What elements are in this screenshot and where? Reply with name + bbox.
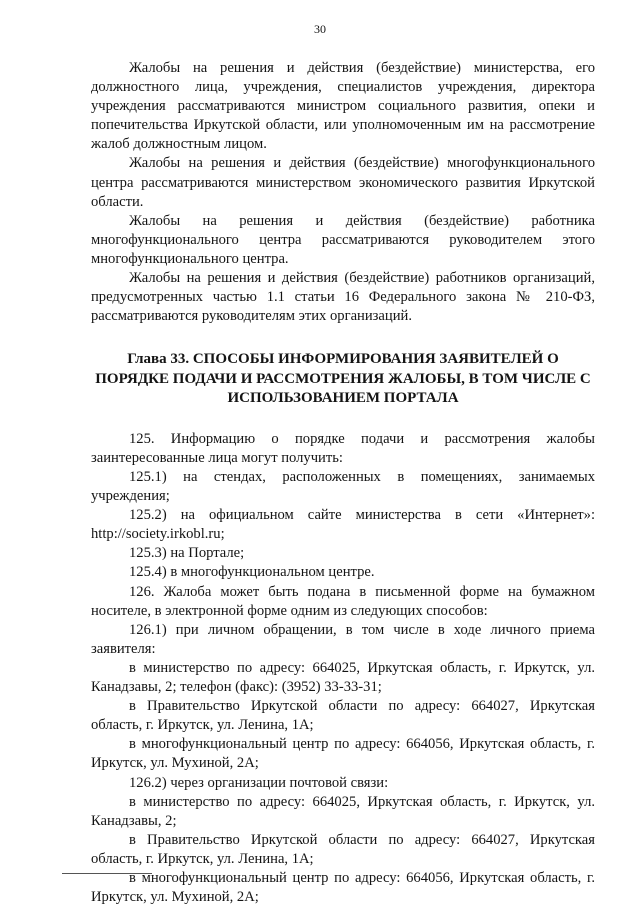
paragraph-address-mfc-in-person: в многофункциональный центр по адресу: 664056, Иркутская область, г. Иркутск, ул. Мухиной, 2А;	[91, 736, 595, 772]
chapter-heading: Глава 33. СПОСОБЫ ИНФОРМИРОВАНИЯ ЗАЯВИТЕЛЕЙ О ПОРЯДКЕ ПОДАЧИ И РАССМОТРЕНИЯ ЖАЛОБЫ, В ТОМ ЧИСЛЕ С ИСПОЛЬЗОВАНИЕМ ПОРТАЛА	[95, 351, 591, 407]
paragraph-complaints-mfc-worker: Жалобы на решения и действия (бездействие) работника многофункционального центра рассматриваются руководителем этого многофункционального центра.	[91, 212, 595, 267]
paragraph-complaints-organizations: Жалобы на решения и действия (бездействие) работников организаций, предусмотренных частью 1.1 статьи 16 Федерального закона № 210-ФЗ, рассматриваются руководителям этих организаций.	[91, 270, 595, 325]
paragraph-complaints-ministry: Жалобы на решения и действия (бездействие) министерства, его должностного лица, учреждения, специалистов учреждения, директора учреждения рассматриваются министром социального развития, опеки и попечительства Иркутской области, или уполномоченным им на рассмотрение жалоб должностным лицом.	[91, 60, 595, 153]
paragraph-125-2: 125.2) на официальном сайте министерства в сети «Интернет»: http://society.irkobl.ru;	[91, 507, 595, 543]
paragraph-125-3: 125.3) на Портале;	[129, 545, 245, 562]
paragraph-125-4: 125.4) в многофункциональном центре.	[129, 564, 375, 581]
paragraph-address-government-in-person: в Правительство Иркутской области по адресу: 664027, Иркутская область, г. Иркутск, ул. Ленина, 1А;	[91, 698, 595, 734]
paragraph-126-1: 126.1) при личном обращении, в том числе в ходе личного приема заявителя:	[91, 621, 595, 657]
paragraph-address-ministry-in-person: в министерство по адресу: 664025, Иркутская область, г. Иркутск, ул. Канадзавы, 2; телефон (факс): (3952) 33-33-31;	[91, 659, 595, 696]
paragraph-address-ministry-post: в министерство по адресу: 664025, Иркутская область, г. Иркутск, ул. Канадзавы, 2;	[91, 793, 595, 829]
paragraph-126-2: 126.2) через организации почтовой связи:	[129, 774, 389, 791]
paragraph-125-1: 125.1) на стендах, расположенных в помещениях, занимаемых учреждения;	[91, 469, 595, 505]
paragraph-address-mfc-post: в многофункциональный центр по адресу: 664056, Иркутская область, г. Иркутск, ул. Мухиной, 2А;	[91, 869, 595, 906]
paragraph-126: 126. Жалоба может быть подана в письменной форме на бумажном носителе, в электронной форме одним из следующих способов:	[91, 583, 595, 619]
footnote-divider	[62, 873, 152, 874]
paragraph-complaints-mfc: Жалобы на решения и действия (бездействие) многофункционального центра рассматриваются министерством экономического развития Иркутской области.	[91, 155, 595, 210]
document-body	[91, 59, 595, 907]
paragraph-address-government-post: в Правительство Иркутской области по адресу: 664027, Иркутская область, г. Иркутск, ул. Ленина, 1А;	[91, 831, 595, 867]
page-number: 30	[314, 22, 326, 36]
paragraph-125: 125. Информацию о порядке подачи и рассмотрения жалобы заинтересованные лица могут получить:	[91, 430, 595, 466]
